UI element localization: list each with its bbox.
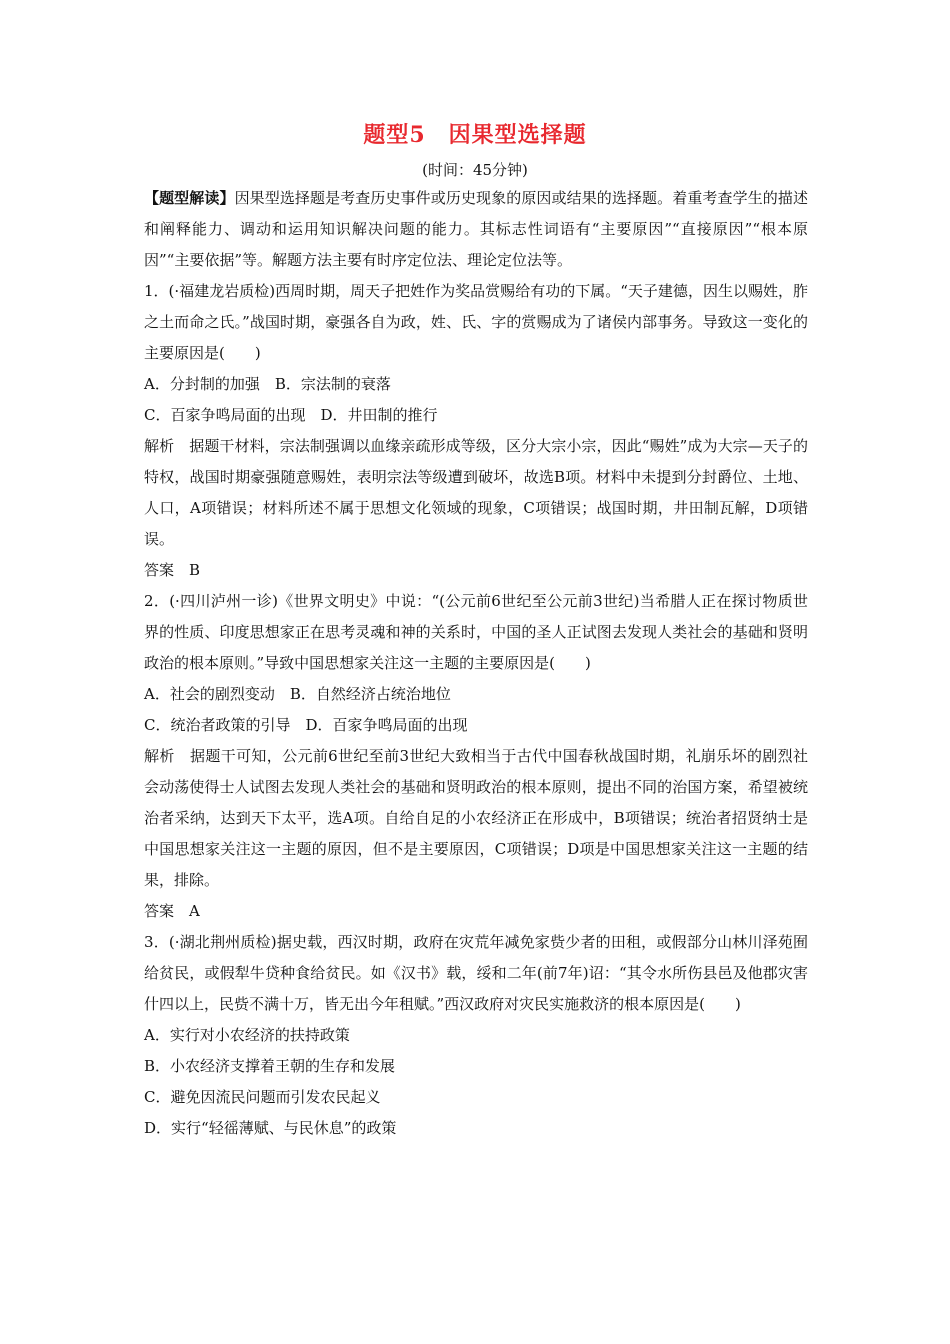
question-1-options-cd: C．百家争鸣局面的出现 D．井田制的推行	[144, 406, 438, 424]
question-3-stem: 3．(·湖北荆州质检)据史载，西汉时期，政府在灾荒年减免家赀少者的田租，或假部分山林川泽苑囿给贫民，或假犁牛贷种食给贫民。如《汉书》载，绥和二年(前7年)诏：“其令水所伤县邑及他郡灾害什四以上，民赀不满十万，皆无出今年租赋。”西汉政府对灾民实施救济的根本原因是( )	[144, 933, 808, 1013]
question-1-analysis: 解析 据题干材料，宗法制强调以血缘亲疏形成等级，区分大宗小宗，因此“赐姓”成为大宗—天子的特权，战国时期豪强随意赐姓，表明宗法等级遭到破坏，故选B项。材料中未提到分封爵位、土地、人口，A项错误；材料所述不属于思想文化领域的现象，C项错误；战国时期，井田制瓦解，D项错误。	[144, 437, 808, 548]
question-1-stem: 1．(·福建龙岩质检)西周时期，周天子把姓作为奖品赏赐给有功的下属。“天子建德，因生以赐姓，胙之土而命之氏。”战国时期，豪强各自为政，姓、氏、字的赏赐成为了诸侯内部事务。导致这一变化的主要原因是( )	[144, 282, 808, 362]
question-3-option-a: A．实行对小农经济的扶持政策	[144, 1026, 350, 1044]
question-2-analysis: 解析 据题干可知，公元前6世纪至前3世纪大致相当于古代中国春秋战国时期，礼崩乐坏的剧烈社会动荡使得士人试图去发现人类社会的基础和贤明政治的根本原则，提出不同的治国方案，希望被统治者采纳，达到天下太平，选A项。自给自足的小农经济正在形成中，B项错误；统治者招贤纳士是中国思想家关注这一主题的原因，但不是主要原因，C项错误；D项是中国思想家关注这一主题的结果，排除。	[144, 747, 808, 889]
question-1-options-ab: A．分封制的加强 B．宗法制的衰落	[144, 375, 391, 393]
question-3-option-d: D．实行“轻徭薄赋、与民休息”的政策	[144, 1119, 397, 1137]
question-2-stem: 2．(·四川泸州一诊)《世界文明史》中说：“(公元前6世纪至公元前3世纪)当希腊人正在探讨物质世界的性质、印度思想家正在思考灵魂和神的关系时，中国的圣人正试图去发现人类社会的基础和贤明政治的根本原则。”导致中国思想家关注这一主题的主要原因是( )	[144, 592, 808, 672]
question-2-options-cd: C．统治者政策的引导 D．百家争鸣局面的出现	[144, 716, 468, 734]
time-note: (时间：45分钟)	[422, 161, 528, 179]
question-2-answer: 答案 A	[144, 902, 200, 920]
page-title: 题型5 因果型选择题	[363, 122, 587, 148]
question-1-answer: 答案 B	[144, 561, 201, 579]
question-2-options-ab: A．社会的剧烈变动 B．自然经济占统治地位	[144, 685, 451, 703]
intro-paragraph	[144, 183, 808, 276]
document-body	[144, 183, 808, 1144]
question-3-option-b: B．小农经济支撑着王朝的生存和发展	[144, 1057, 396, 1075]
intro-label: 【题型解读】	[144, 189, 235, 207]
question-3-option-c: C．避免因流民问题而引发农民起义	[144, 1088, 381, 1106]
intro-text: 因果型选择题是考查历史事件或历史现象的原因或结果的选择题。着重考查学生的描述和阐释能力、调动和运用知识解决问题的能力。其标志性词语有“主要原因”“直接原因”“根本原因”“主要依据”等。解题方法主要有时序定位法、理论定位法等。	[144, 189, 808, 269]
